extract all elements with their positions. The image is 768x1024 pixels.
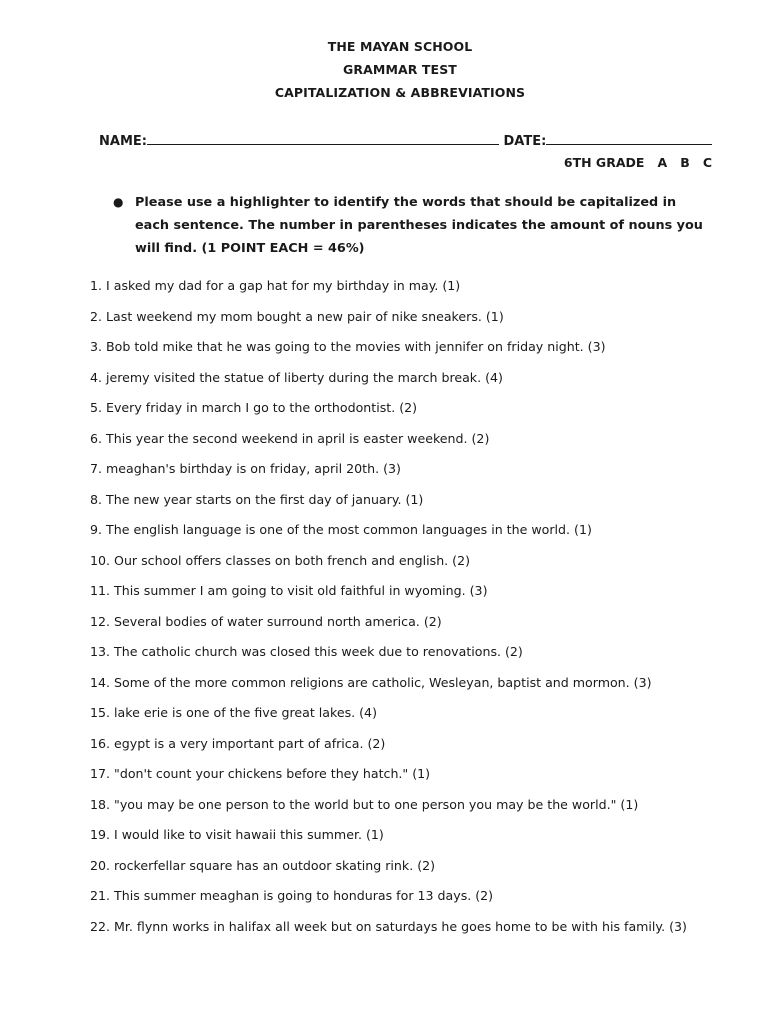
section-a: A xyxy=(657,155,668,170)
question-item: 5. Every friday in march I go to the orthodontist. (2) xyxy=(90,400,418,415)
section-b: B xyxy=(680,155,690,170)
date-label: DATE: xyxy=(503,134,547,149)
question-item: 10. Our school offers classes on both french and english. (2) xyxy=(90,552,471,568)
question-item: 1. I asked my dad for a gap hat for my birthday in may. (1) xyxy=(90,278,461,293)
question-item: 22. Mr. flynn works in halifax all week but on saturdays he goes home to be with his family. (3) xyxy=(90,918,687,934)
question-list xyxy=(90,278,750,949)
instructions xyxy=(113,191,713,260)
question-item: 12. Several bodies of water surround north america. (2) xyxy=(90,613,442,629)
name-label: NAME: xyxy=(99,134,147,149)
bullet-icon: ● xyxy=(113,195,124,209)
question-item: 4. jeremy visited the statue of liberty during the march break. (4) xyxy=(90,369,503,385)
question-item: 17. "don't count your chickens before they hatch." (1) xyxy=(90,766,431,781)
school-name: THE MAYAN SCHOOL xyxy=(327,39,473,54)
grade-row xyxy=(564,155,712,170)
name-blank xyxy=(147,131,499,145)
question-item: 2. Last weekend my mom bought a new pair of nike sneakers. (1) xyxy=(90,308,504,324)
question-item: 3. Bob told mike that he was going to the movies with jennifer on friday night. (3) xyxy=(90,339,606,354)
test-topic: CAPITALIZATION & ABBREVIATIONS xyxy=(274,85,526,100)
question-item: 16. egypt is a very important part of africa. (2) xyxy=(90,735,386,751)
name-date-row xyxy=(99,131,712,149)
question-item: 14. Some of the more common religions are catholic, Wesleyan, baptist and mormon. (3) xyxy=(90,674,652,690)
question-item: 9. The english language is one of the most common languages in the world. (1) xyxy=(90,522,592,537)
grade-label: 6TH GRADE xyxy=(563,155,645,170)
question-item: 7. meaghan's birthday is on friday, april 20th. (3) xyxy=(90,461,401,476)
question-item: 13. The catholic church was closed this week due to renovations. (2) xyxy=(90,644,523,659)
question-item: 21. This summer meaghan is going to honduras for 13 days. (2) xyxy=(90,888,494,903)
test-title: GRAMMAR TEST xyxy=(343,62,457,77)
section-c: C xyxy=(702,155,712,170)
date-blank xyxy=(546,131,712,145)
question-item: 15. lake erie is one of the five great lakes. (4) xyxy=(90,705,377,720)
question-item: 8. The new year starts on the first day of january. (1) xyxy=(90,491,424,507)
question-item: 11. This summer I am going to visit old faithful in wyoming. (3) xyxy=(90,583,488,598)
question-item: 18. "you may be one person to the world but to one person you may be the world." (1) xyxy=(90,796,639,812)
question-item: 20. rockerfellar square has an outdoor skating rink. (2) xyxy=(90,857,436,873)
question-item: 19. I would like to visit hawaii this summer. (1) xyxy=(90,827,384,842)
question-item: 6. This year the second weekend in april is easter weekend. (2) xyxy=(90,430,490,446)
instructions-text: Please use a highlighter to identify the words that should be capitalized in each sentence. The number in parentheses indicates the amount of nouns you will find. (1 POINT EACH = 46%) xyxy=(135,195,703,256)
